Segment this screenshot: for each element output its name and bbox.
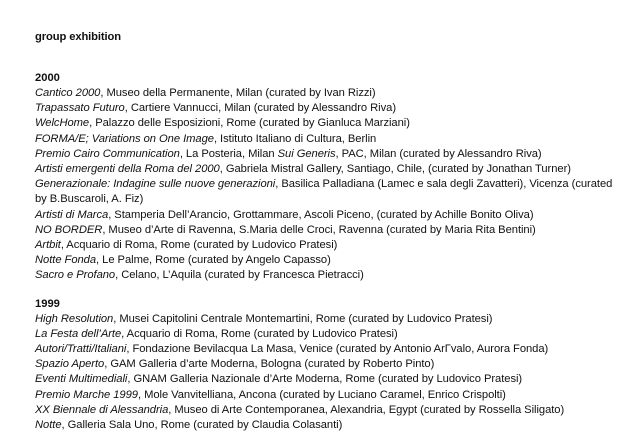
exhibition-title: Notte Fonda — [35, 254, 97, 267]
exhibition-entry — [35, 101, 615, 116]
section-year: 1999 — [35, 297, 60, 310]
exhibition-details: , Acquario di Roma, Rome (curated by Ludovico Pratesi) — [60, 239, 338, 252]
section-1999 — [35, 297, 635, 434]
section-2000 — [35, 71, 635, 284]
exhibition-details: , Stamperia Dell’Arancio, Grottammare, Ascoli Piceno, (curated by Achille Bonito Oliva) — [108, 208, 534, 221]
exhibition-title: Spazio Aperto — [35, 358, 105, 371]
exhibition-details: , Cartiere Vannucci, Milan (curated by Alessandro Riva) — [124, 102, 396, 115]
exhibition-title: Artbit — [35, 239, 61, 252]
exhibition-title: Trapassato Futuro — [35, 102, 125, 115]
exhibition-entry — [35, 132, 615, 147]
exhibition-details: , Museo della Permanente, Milan (curated by Ivan Rizzi) — [100, 87, 376, 99]
exhibition-details: , Museo di Arte Contemporanea, Alexandria, Egypt (curated by Rossella Siligato) — [168, 403, 565, 416]
page-title: group exhibition — [35, 31, 122, 43]
exhibition-entry — [35, 238, 615, 253]
exhibition-details: , GAM Galleria d’arte Moderna, Bologna (curated by Roberto Pinto) — [104, 358, 435, 371]
section-year: 2000 — [35, 72, 60, 84]
exhibition-details: , Acquario di Roma, Rome (curated by Ludovico Pratesi) — [121, 327, 398, 340]
exhibition-details: , Fondazione Bevilacqua La Masa, Venice (curated by Antonio ArΓvalo, Aurora Fonda) — [126, 343, 549, 356]
exhibition-title: Sui Generis — [277, 147, 336, 160]
exhibition-entry — [35, 357, 635, 372]
exhibition-entry — [35, 162, 615, 177]
exhibition-entry — [35, 342, 635, 357]
exhibition-entry — [35, 327, 635, 342]
exhibition-entry — [35, 147, 615, 162]
exhibition-details: , Basilica Palladiana (Lamec e sala degli Zavatteri), Vicenza (curated by B.Buscaroli, A. Fiz) — [35, 178, 613, 206]
exhibition-title: High Resolution — [35, 312, 114, 325]
exhibition-document — [35, 30, 635, 433]
entry-list — [35, 86, 615, 284]
exhibition-details: , PAC, Milan (curated by Alessandro Riva) — [335, 147, 542, 160]
exhibition-title: NO BORDER — [35, 223, 103, 236]
exhibition-title: XX Biennale di Alessandria — [35, 403, 169, 416]
exhibition-title: Autori/Tratti/Italiani — [35, 343, 127, 356]
exhibition-details: , La Posteria, Milan — [179, 147, 278, 160]
exhibition-entry — [35, 268, 615, 283]
exhibition-entry — [35, 418, 635, 433]
exhibition-details: , Celano, L’Aquila (curated by Francesca Pietracci) — [115, 269, 364, 282]
exhibition-title: Artisti di Marca — [35, 208, 109, 221]
exhibition-entry — [35, 403, 635, 418]
exhibition-details: , Galleria Sala Uno, Rome (curated by Claudia Colasanti) — [61, 419, 343, 432]
exhibition-entry — [35, 312, 635, 327]
exhibition-entry — [35, 86, 615, 101]
exhibition-details: , Palazzo delle Esposizioni, Rome (curated by Gianluca Marziani) — [89, 117, 410, 130]
exhibition-entry — [35, 372, 635, 387]
exhibition-details: , GNAM Galleria Nazionale d’Arte Moderna, Rome (curated by Ludovico Pratesi) — [127, 373, 523, 386]
exhibition-entry — [35, 388, 635, 403]
exhibition-entry — [35, 116, 615, 131]
exhibition-title: Notte — [35, 419, 62, 432]
exhibition-title: Premio Cairo Communication — [35, 147, 180, 160]
exhibition-entry — [35, 253, 615, 268]
exhibition-entry — [35, 208, 615, 223]
exhibition-entry — [35, 177, 615, 207]
exhibition-title: FORMA/E; Variations on One Image — [35, 132, 214, 145]
exhibition-title: Artisti emergenti della Roma del 2000 — [35, 163, 220, 176]
entry-list — [35, 312, 635, 434]
exhibition-details: , Museo d’Arte di Ravenna, S.Maria delle Croci, Ravenna (curated by Maria Rita Bentini) — [102, 223, 536, 236]
exhibition-details: , Musei Capitolini Centrale Montemartini, Rome (curated by Ludovico Pratesi) — [113, 312, 493, 325]
exhibition-title: Generazionale: Indagine sulle nuove generazioni — [35, 178, 276, 191]
exhibition-entry — [35, 223, 615, 238]
exhibition-title: Eventi Multimediali — [35, 373, 128, 386]
exhibition-title: Cantico 2000 — [35, 87, 101, 99]
exhibition-title: La Festa dell’Arte — [35, 327, 122, 340]
exhibition-details: , Le Palme, Rome (curated by Angelo Capasso) — [96, 254, 331, 267]
exhibition-title: WelcHome — [35, 117, 90, 130]
exhibition-details: , Gabriela Mistral Gallery, Santiago, Chile, (curated by Jonathan Turner) — [219, 163, 571, 176]
exhibition-details: , Mole Vanvitelliana, Ancona (curated by Luciano Caramel, Enrico Crispolti) — [137, 388, 506, 401]
exhibition-details: , Istituto Italiano di Cultura, Berlin — [213, 132, 377, 145]
exhibition-title: Sacro e Profano — [35, 269, 116, 282]
exhibition-title: Premio Marche 1999 — [35, 388, 138, 401]
